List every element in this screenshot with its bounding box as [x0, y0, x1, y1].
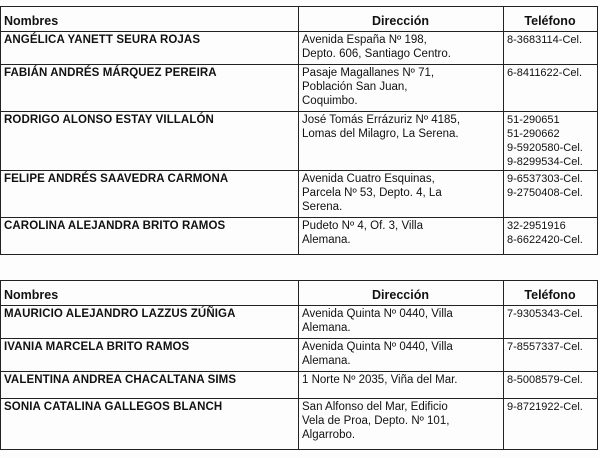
contact-address: [299, 112, 504, 171]
contact-name: VALENTINA ANDREA CHACALTANA SIMS: [1, 372, 299, 399]
phone-number: 8-5008579-Cel.: [507, 374, 583, 386]
table-row: [1, 306, 598, 339]
header-address: Dirección: [299, 281, 504, 306]
phone-number: 51-290662: [507, 128, 560, 140]
phone-number: 9-2750408-Cel.: [507, 187, 583, 199]
phone-number: 9-8721922-Cel.: [507, 401, 583, 413]
header-row: [1, 7, 598, 32]
header-address: Dirección: [299, 7, 504, 32]
address-line: Avenida Quinta Nº 0440, Villa: [302, 341, 453, 353]
contact-name: FELIPE ANDRÉS SAAVEDRA CARMONA: [1, 171, 299, 218]
header-row: [1, 281, 598, 306]
address-line: Alemana.: [302, 355, 351, 367]
address-line: Coquimbo.: [302, 95, 358, 107]
contact-address: [299, 399, 504, 450]
address-line: José Tomás Errázuriz Nº 4185,: [302, 114, 461, 126]
header-phone: Teléfono: [504, 7, 598, 32]
contact-name: MAURICIO ALEJANDRO LAZZUS ZÚÑIGA: [1, 306, 299, 339]
address-line: Serena.: [302, 201, 343, 213]
address-line: Alemana.: [302, 234, 351, 246]
contact-phone: [504, 112, 598, 171]
header-phone: Teléfono: [504, 281, 598, 306]
phone-number: 8-6622420-Cel.: [507, 234, 583, 246]
phone-number: 7-9305343-Cel.: [507, 308, 583, 320]
address-line: Algarrobo.: [302, 429, 356, 441]
address-line: Pudeto Nº 4, Of. 3, Villa: [302, 220, 423, 232]
contact-phone: [504, 372, 598, 399]
address-line: Depto. 606, Santiago Centro.: [302, 48, 451, 60]
address-line: Avenida Quinta Nº 0440, Villa: [302, 308, 453, 320]
phone-number: 7-8557337-Cel.: [507, 341, 583, 353]
contact-name: CAROLINA ALEJANDRA BRITO RAMOS: [1, 218, 299, 255]
contact-address: [299, 306, 504, 339]
phone-number: 32-2951916: [507, 220, 566, 232]
table-row: [1, 32, 598, 65]
contact-name: ANGÉLICA YANETT SEURA ROJAS: [1, 32, 299, 65]
phone-number: 9-5920580-Cel.: [507, 142, 583, 154]
address-line: Población San Juan,: [302, 81, 408, 93]
contact-phone: [504, 218, 598, 255]
phone-number: 9-8299534-Cel.: [507, 156, 583, 168]
contact-address: [299, 218, 504, 255]
address-line: Parcela Nº 53, Depto. 4, La: [302, 187, 442, 199]
contact-address: [299, 171, 504, 218]
contact-phone: [504, 399, 598, 450]
phone-number: 6-8411622-Cel.: [507, 67, 583, 79]
phone-number: 9-6537303-Cel.: [507, 173, 583, 185]
contact-address: [299, 65, 504, 112]
table-row: [1, 112, 598, 171]
header-name: Nombres: [1, 281, 299, 306]
contact-phone: [504, 65, 598, 112]
table-row: [1, 339, 598, 372]
contact-address: [299, 32, 504, 65]
table-row: [1, 171, 598, 218]
phone-number: 8-3683114-Cel.: [507, 34, 583, 46]
table-row: [1, 399, 598, 450]
table-row: [1, 65, 598, 112]
contact-name: IVANIA MARCELA BRITO RAMOS: [1, 339, 299, 372]
table-row: [1, 218, 598, 255]
contact-address: [299, 372, 504, 399]
contact-phone: [504, 339, 598, 372]
address-line: 1 Norte Nº 2035, Viña del Mar.: [302, 374, 458, 386]
address-line: Pasaje Magallanes Nº 71,: [302, 67, 435, 79]
contact-name: SONIA CATALINA GALLEGOS BLANCH: [1, 399, 299, 450]
contact-phone: [504, 32, 598, 65]
address-line: Avenida Cuatro Esquinas,: [302, 173, 435, 185]
address-line: Avenida España Nº 198,: [302, 34, 427, 46]
phone-number: 51-290651: [507, 114, 560, 126]
contact-phone: [504, 171, 598, 218]
contact-name: RODRIGO ALONSO ESTAY VILLALÓN: [1, 112, 299, 171]
contacts-table-2: [0, 280, 598, 450]
table-row: [1, 372, 598, 399]
contact-phone: [504, 306, 598, 339]
contact-address: [299, 339, 504, 372]
address-line: San Alfonso del Mar, Edificio: [302, 401, 448, 413]
address-line: Alemana.: [302, 322, 351, 334]
address-line: Vela de Proa, Depto. Nº 101,: [302, 415, 450, 427]
address-line: Lomas del Milagro, La Serena.: [302, 128, 459, 140]
contact-name: FABIÁN ANDRÉS MÁRQUEZ PEREIRA: [1, 65, 299, 112]
header-name: Nombres: [1, 7, 299, 32]
contacts-table-1: [0, 6, 598, 255]
